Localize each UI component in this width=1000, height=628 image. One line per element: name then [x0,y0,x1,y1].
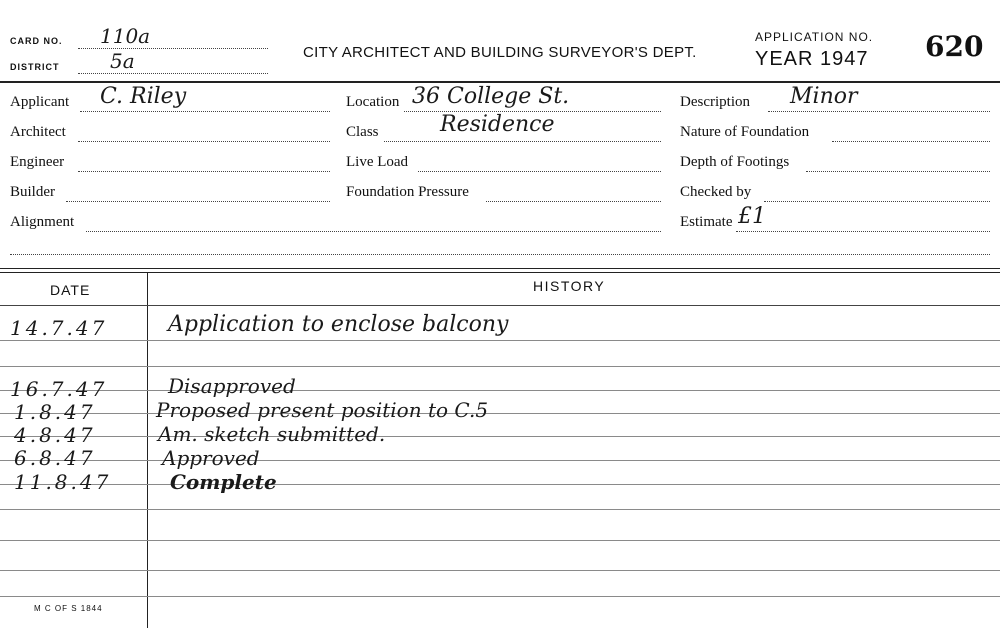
history-rule-top [0,268,1000,269]
engineer-label: Engineer [10,154,65,170]
description-value: Minor [790,84,858,109]
history-rule-bottom [0,272,1000,273]
alignment-label: Alignment [10,214,75,230]
description-label: Description [680,94,750,110]
history-line [0,596,1000,597]
history-entry: Complete [170,470,277,494]
history-line [0,390,1000,391]
history-line [0,366,1000,367]
foundation-pressure-label: Foundation Pressure [346,184,469,200]
applicant-label: Applicant [10,94,70,110]
history-entry: Disapproved [168,374,296,398]
history-date: 1.8.47 [14,400,96,424]
history-entry: Approved [162,446,260,470]
history-line [0,460,1000,461]
date-column-divider [147,273,148,628]
history-line [0,509,1000,510]
description-line [768,111,990,112]
location-value: 36 College St. [412,84,570,109]
card-no-label: CARD NO. [10,36,63,46]
card-no-line [78,48,268,49]
district-value: 5a [110,49,135,73]
history-entry: Proposed present position to C.5 [156,398,489,422]
class-line [384,141,661,142]
class-label: Class [346,124,379,140]
alignment-line [86,231,661,232]
history-entry: Application to enclose balcony [168,312,509,337]
history-line [0,436,1000,437]
district-line [78,73,268,74]
year-label: YEAR 1947 [755,48,869,70]
applicant-line [80,111,330,112]
live-load-label: Live Load [346,154,409,170]
estimate-value: £1 [738,204,766,229]
applicant-value: C. Riley [100,84,187,109]
header-rule [0,81,1000,83]
checked-by-line [764,201,990,202]
fields-bottom-line [10,254,990,255]
history-line [0,570,1000,571]
application-label: APPLICATION NO. [755,30,874,44]
nature-of-foundation-label: Nature of Foundation [680,124,810,140]
history-line [0,340,1000,341]
district-label: DISTRICT [10,62,60,72]
date-header: DATE [50,282,91,298]
history-date: 16.7.47 [10,377,108,401]
department-title: CITY ARCHITECT AND BUILDING SURVEYOR'S DEPT. [303,44,697,61]
depth-of-footings-line [806,171,990,172]
architect-line [78,141,330,142]
card-no-value: 110a [100,24,151,48]
history-date: 11.8.47 [14,470,112,494]
history-date: 14.7.47 [10,316,108,340]
engineer-line [78,171,330,172]
history-date: 4.8.47 [14,423,96,447]
history-line [0,413,1000,414]
builder-line [66,201,330,202]
live-load-line [418,171,661,172]
history-entry: Am. sketch submitted. [158,422,386,446]
architect-label: Architect [10,124,66,140]
class-value: Residence [440,112,555,137]
depth-of-footings-label: Depth of Footings [680,154,790,170]
form-code: M C OF S 1844 [34,604,103,613]
builder-label: Builder [10,184,55,200]
history-header-line [0,305,1000,306]
estimate-line [736,231,990,232]
location-label: Location [346,94,400,110]
checked-by-label: Checked by [680,184,752,200]
foundation-pressure-line [486,201,661,202]
history-line [0,484,1000,485]
estimate-label: Estimate [680,214,733,230]
nature-of-foundation-line [832,141,990,142]
history-header: HISTORY [533,278,606,294]
history-line [0,540,1000,541]
history-date: 6.8.47 [14,446,96,470]
application-number: 620 [925,30,984,63]
